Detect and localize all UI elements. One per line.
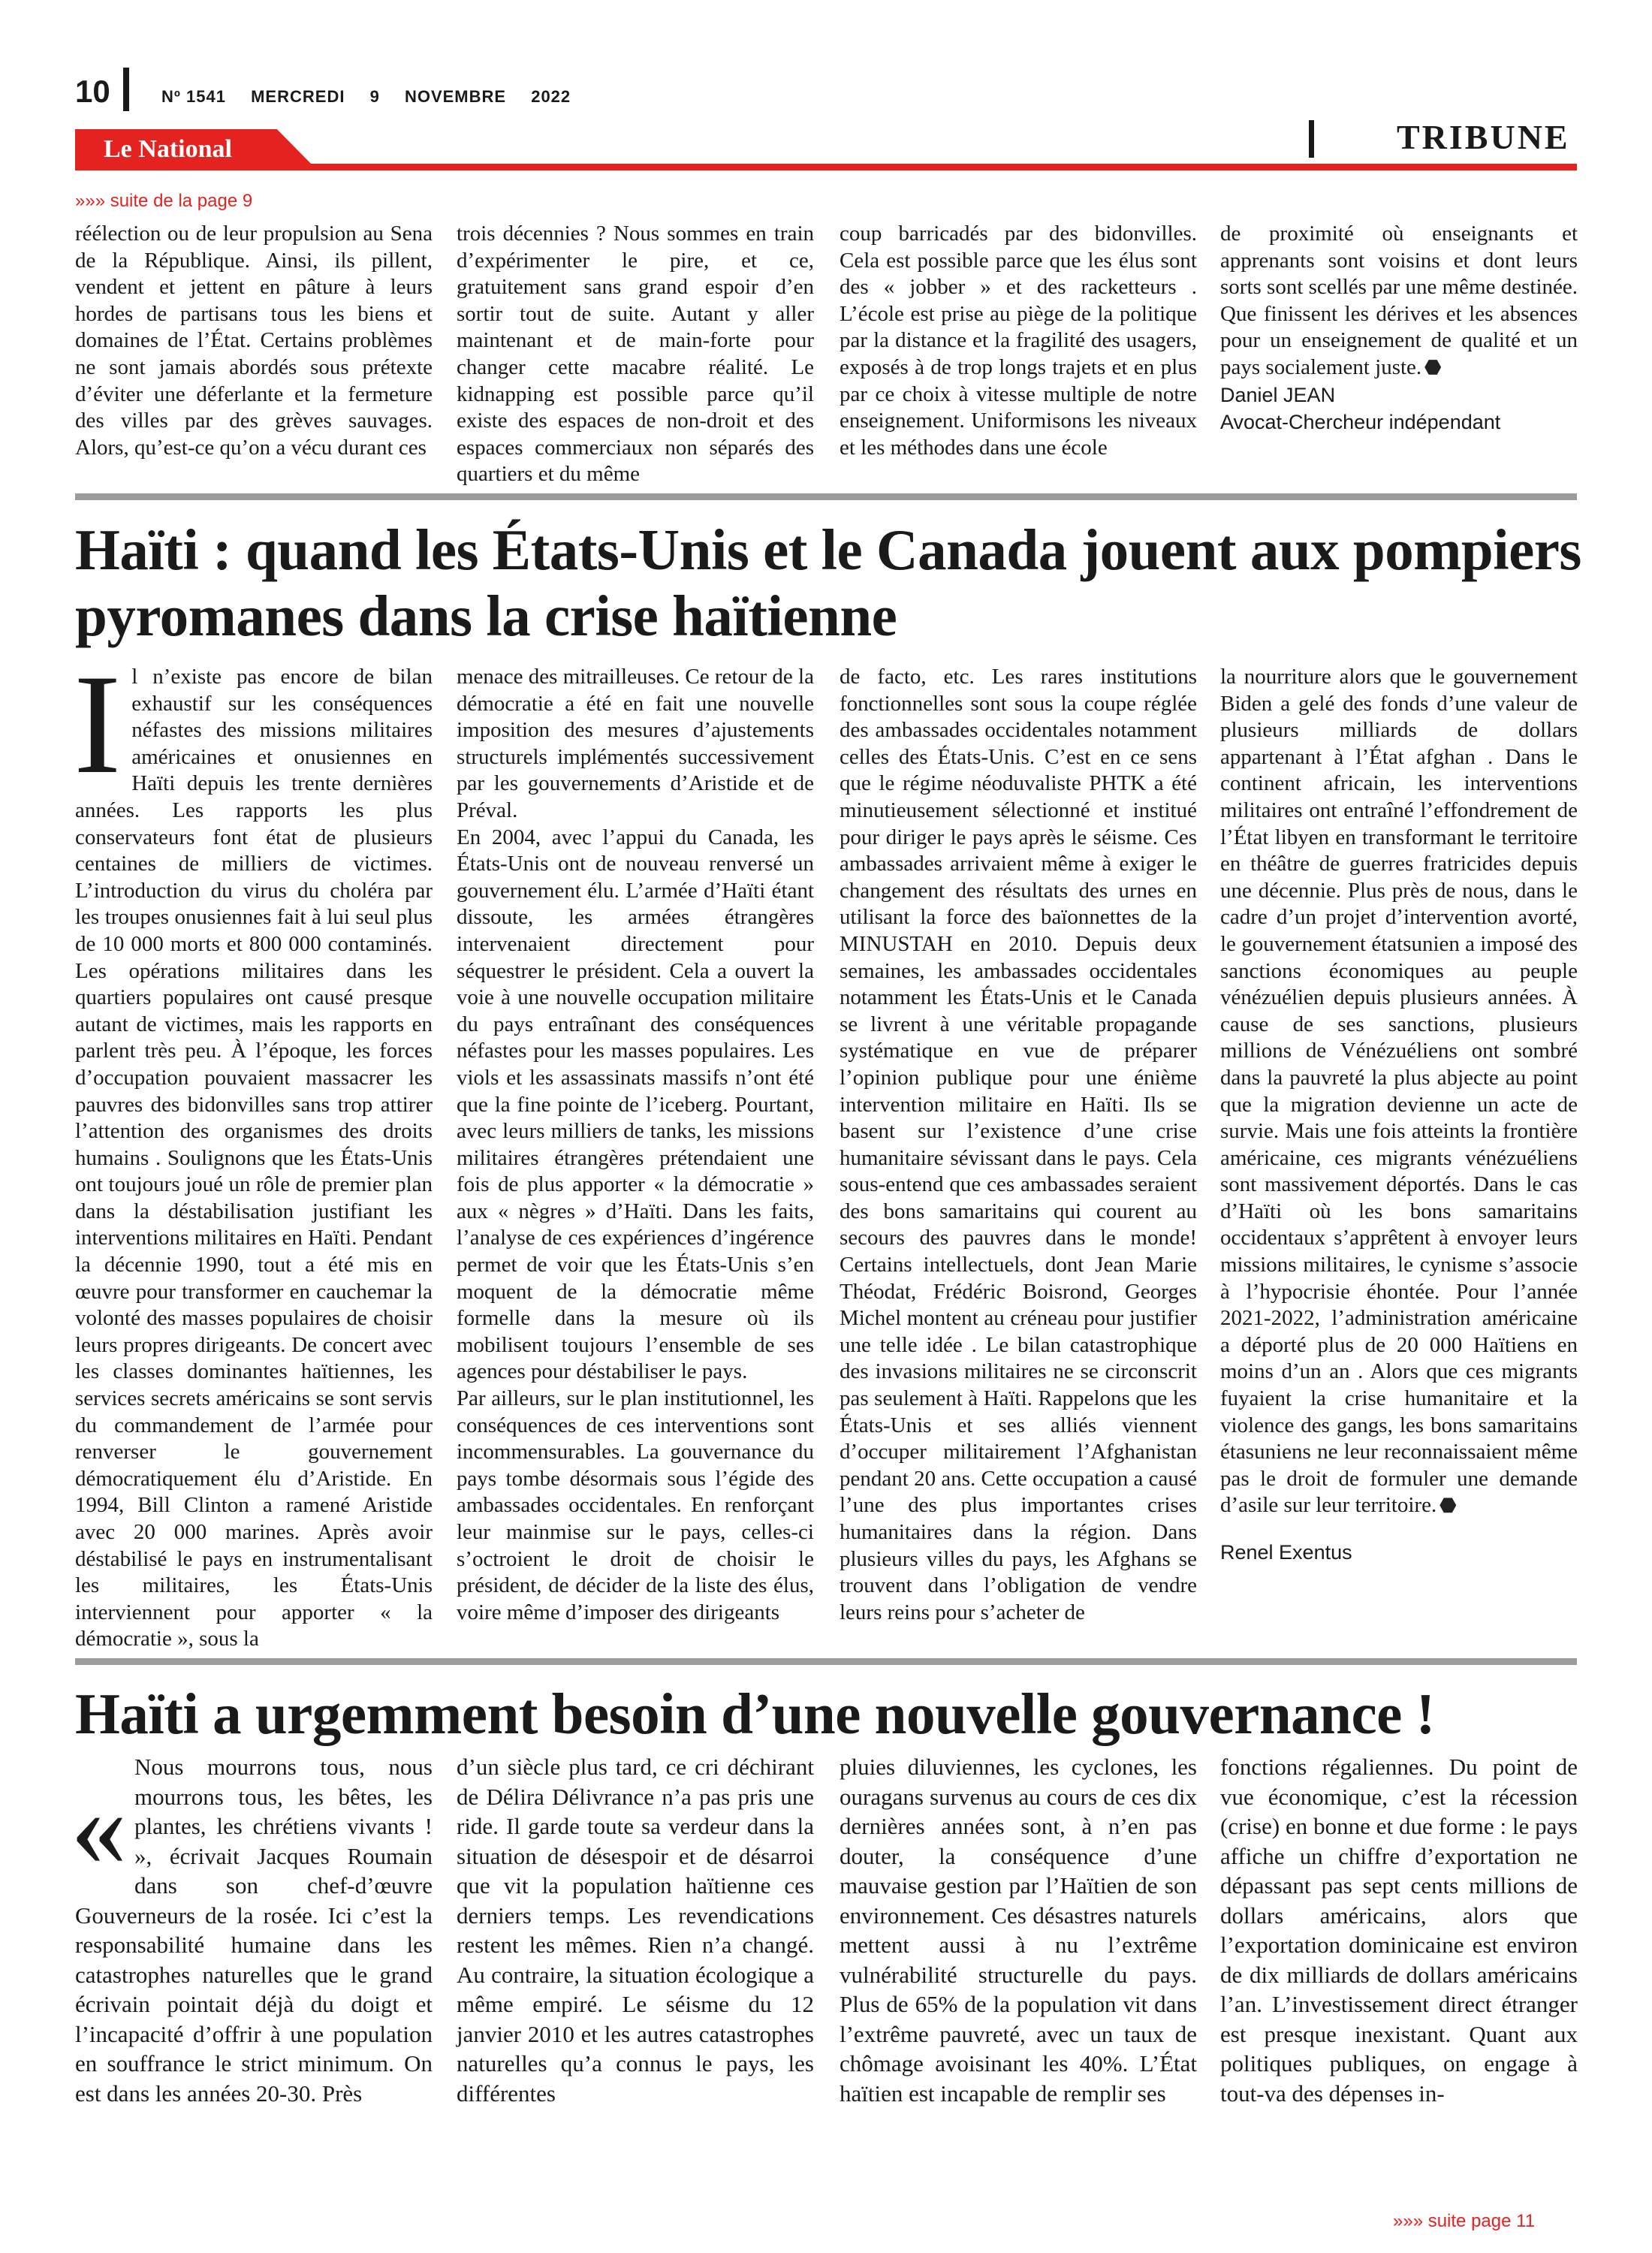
article1-headline: Haïti : quand les États-Unis et le Canada jouent aux pompiers pyromanes dans la crise haïtienne xyxy=(75,517,1581,648)
header-divider xyxy=(123,68,129,111)
article1-col-4-text: la nourriture alors que le gouvernement Biden a gelé des fonds d’une valeur de plusieurs milliards de dollars appartenant à l’État afghan . Dans le continent africain, les interventions militaires ont entraîné l’effondrement de l’État libyen en transformant le territoire en théâtre de guerres fratricides depuis une décennie. Plus près de nous, dans le cadre d’un projet d’intervention avorté, le gouvernement étatsunien a imposé des sanctions économiques au peuple vénézuélien depuis plusieurs années. À cause de ses sanctions, plusieurs millions de Vénézuéliens ont sombré dans la pauvreté la plus abjecte au point que la migration devienne un acte de survie. Mais une fois atteints la frontière américaine, ces migrants vénézuéliens sont massivement déportés. Dans le cas d’Haïti où les bons samaritains occidentaux s’apprêtent à envoyer leurs missions militaires, le cynisme s’associe à l’hypocrisie éhontée. Pour l’année 2021-2022, l’administration américaine a déporté plus de 20 000 Haïtiens en moins d’un an . Alors que ces migrants fuyaient la crise humanitaire et la violence des gangs, les bons samaritains étasuniens ne leur reconnaissaient même pas le droit de formuler une demande d’asile sur leur territoire. xyxy=(1220,665,1578,1518)
continued-col-4-text: de proximité où enseignants et apprenants sont voisins et dont leurs sorts sont scellés par une même destinée. Que finissent les dérives et les absences pour un enseignement de qualité et un pays socialement juste. xyxy=(1220,222,1578,379)
author-title: Avocat-Chercheur indépendant xyxy=(1220,410,1501,433)
article1-col-3: de facto, etc. Les rares institutions fonctionnelles sont sous la coupe réglée des ambassades occidentales notamment celles des États-Unis. C’est en ce sens que le régime néoduvaliste PHTK a été minutieusement sélectionné et institué pour diriger le pays après le séisme. Ces ambassades arrivaient même à exiger le changement des résultats des urnes en utilisant la force des baïonnettes de la MINUSTAH en 2010. Depuis deux semaines, les ambassades occidentales notamment les États-Unis et le Canada se livrent à une véritable propagande systématique en vue de préparer l’opinion publique pour une énième intervention militaire en Haïti. Ils se basent sur l’existence d’une crise humanitaire sévissant dans le pays. Cela sous-entend que ces ambassades seraient des bons samaritains qui courent au secours des pauvres dans le monde! Certains intellectuels, dont Jean Marie Théodat, Frédéric Boisrond, Georges Michel montent au créneau pour justifier une telle idée . Le bilan catastrophique des invasions militaires ne se circonscrit pas seulement à Haïti. Rappelons que les États-Unis et ses alliés viennent d’occuper militairement l’Afghanistan pendant 20 ans. Cette occupation a causé l’une des plus importantes crises humanitaires dans la région. Dans plusieurs villes du pays, les Afghans se trouvent dans l’obligation de vendre leurs reins pour s’acheter de xyxy=(840,665,1197,1624)
continued-col-4 xyxy=(1220,221,1578,436)
end-mark-icon xyxy=(1424,359,1441,376)
section-rule xyxy=(75,493,1577,500)
article1-col-4 xyxy=(1220,664,1578,1566)
brand-logo: Le National xyxy=(104,135,232,163)
article1-col-2-p1: menace des mitrailleuses. Ce retour de la démocratie a été en fait une nouvelle imposition des mesures d’ajustements structurels implémentés successivement par les gouvernements d’Aristide et de Préval. xyxy=(457,665,814,822)
section-title: TRIBUNE xyxy=(1397,118,1570,156)
continued-col-1: réélection ou de leur propulsion au Sena de la République. Ainsi, ils pillent, vendent et jettent en pâture à leurs hordes de partisans tous les biens et domaines de l’État. Certains problèmes ne sont jamais abordés sous prétexte d’éviter une déferlante et la fermeture des villes par des grèves sauvages. Alors, qu’est-ce qu’on a vécu durant ces xyxy=(75,222,433,460)
article2-col-1 xyxy=(71,1752,433,2108)
issue-number: Nº 1541 xyxy=(161,87,226,106)
issue-day: 9 xyxy=(369,87,380,106)
article2-col-4: fonctions régaliennes. Du point de vue économique, c’est la récession (crise) en bonne et due forme : le pays affiche un chiffre d’exportation ne dépassant pas sept cents millions de dollars américains, alors que l’exportation dominicaine est environ de dix milliards de dollars américains l’an. L’investissement direct étranger est presque inexistant. Quant aux politiques publiques, on engage à tout-va des dépenses in- xyxy=(1220,1754,1578,2107)
article2-col-2: d’un siècle plus tard, ce cri déchirant de Délira Délivrance n’a pas pris une ride. Il garde toute sa verdeur dans la situation de désespoir et de désarroi que vit la population haïtienne ces derniers temps. Les revendications restent les mêmes. Rien n’a changé. Au contraire, la situation écologique a même empiré. Le séisme du 12 janvier 2010 et les autres catastrophes naturelles qu’a connus le pays, les différentes xyxy=(457,1754,814,2107)
issue-year: 2022 xyxy=(531,87,571,106)
article2-headline: Haïti a urgemment besoin d’une nouvelle gouvernance ! xyxy=(75,1681,1435,1746)
drop-cap: I xyxy=(74,646,122,804)
article1-author: Renel Exentus xyxy=(1220,1541,1352,1564)
section-rule xyxy=(75,1658,1577,1665)
continued-to-link[interactable]: »»» suite page 11 xyxy=(1393,2211,1536,2231)
continued-from-link[interactable]: »»» suite de la page 9 xyxy=(75,191,253,211)
issue-weekday: MERCREDI xyxy=(251,87,345,106)
article1-col-2-p3: Par ailleurs, sur le plan institutionnel, les conséquences de ces interventions sont incommensurables. La gouvernance du pays tombe désormais sous l’égide des ambassades occidentales. En renforçant leur mainmise sur le pays, celles-ci s’octroient le droit de choisir le président, de décider de la liste des élus, voire même d’imposer des dirigeants xyxy=(457,1386,814,1624)
article1-col-2 xyxy=(457,664,814,1626)
page-number: 10 xyxy=(75,74,110,109)
article1-col-1-text: l n’existe pas encore de bilan exhaustif sur les conséquences néfastes des missions militaires américaines et onusiennes en Haïti depuis les trente dernières années. Les rapports les plus conservateurs font état de plusieurs centaines de milliers de victimes. L’introduction du virus du choléra par les troupes onusiennes fait à lui seul plus de 10 000 morts et 800 000 contaminés. Les opérations militaires dans les quartiers populaires ont causé presque autant de victimes, mais les rapports en parlent très peu. À l’époque, les forces d’occupation pouvaient massacrer les pauvres des bidonvilles sans trop attirer l’attention des organismes des droits humains . Soulignons que les États-Unis ont toujours joué un rôle de premier plan dans la déstabilisation justifiant les interventions militaires en Haïti. Pendant la décennie 1990, tout a été mis en œuvre pour transformer en cauchemar la volonté des masses populaires de choisir leurs propres dirigeants. De concert avec les classes dominantes haïtiennes, les services secrets américains se sont servis du commandement de l’armée pour renverser le gouvernement démocratiquement élu d’Aristide. En 1994, Bill Clinton a ramené Aristide avec 20 000 marines. Après avoir déstabilisé le pays en instrumentalisant les militaires, les États-Unis interviennent pour apporter « la démocratie », sous la xyxy=(75,665,433,1651)
article1-col-2-p2: En 2004, avec l’appui du Canada, les États-Unis ont de nouveau renversé un gouvernement élu. L’armée d’Haïti étant dissoute, les armées étrangères intervenaient directement pour séquestrer le président. Cela a ouvert la voie à une nouvelle occupation militaire du pays entraînant des conséquences néfastes pour les masses populaires. Les viols et les assassinats massifs n’ont été que la fine pointe de l’iceberg. Pourtant, avec leurs milliers de tanks, les missions militaires étrangères prétendaient une fois de plus apporter « la démocratie » aux « nègres » d’Haïti. Dans les faits, l’analyse de ces expériences d’ingérence permet de voir que les États-Unis s’en moquent de la démocratie même formelle dans la mesure où ils mobilisent toujours l’ensemble de ses agences pour déstabiliser le pays. xyxy=(457,825,814,1384)
article2-col-1-text: Nous mourrons tous, nous mourrons tous, les bêtes, les plantes, les chrétiens vivants ! », écrivait Jacques Roumain dans son chef-d’œuvre Gouverneurs de la rosée. Ici c’est la responsabilité humaine dans les catastrophes naturelles que le grand écrivain pointait déjà du doigt et l’incapacité d’offrir à une population en souffrance le strict minimum. On est dans les années 20-30. Près xyxy=(75,1754,433,2107)
end-mark-icon xyxy=(1439,1497,1456,1513)
article2-col-3: pluies diluviennes, les cyclones, les ouragans survenus au cours de ces dix dernières années sont, à n’en pas douter, la conséquence d’une mauvaise gestion par l’Haïtien de son environnement. Ces désastres naturels mettent aussi à nu l’extrême vulnérabilité structurelle du pays. Plus de 65% de la population vit dans l’extrême pauvreté, avec un taux de chômage avoisinant les 40%. L’État haïtien est incapable de remplir ses xyxy=(840,1754,1197,2107)
section-divider xyxy=(1309,120,1314,158)
author-name: Daniel JEAN xyxy=(1220,383,1336,406)
issue-month: NOVEMBRE xyxy=(404,87,507,106)
continued-col-2: trois décennies ? Nous sommes en train d’expérimenter le pire, et ce, gratuitement sans grand espoir d’en sortir tout de suite. Autant y aller maintenant et de main-forte pour changer cette macabre réalité. Le kidnapping est possible parce qu’il existe des espaces de non-droit et des espaces commerciaux non séparés des quartiers et du même xyxy=(457,222,814,487)
header-rule xyxy=(75,164,1577,170)
issue-line xyxy=(161,87,590,107)
opening-quote-mark: « xyxy=(71,1765,127,1890)
article1-col-1 xyxy=(74,646,433,1653)
continued-col-3: coup barricadés par des bidonvilles. Cela est possible parce que les élus sont des « jobber » et des racketteurs . L’école est prise au piège de la politique par la distance et la fragilité des usagers, exposés à de trop longs trajets et en plus par ce choix à vitesse multiple de notre enseignement. Uniformisons les niveaux et les méthodes dans une école xyxy=(840,222,1197,460)
